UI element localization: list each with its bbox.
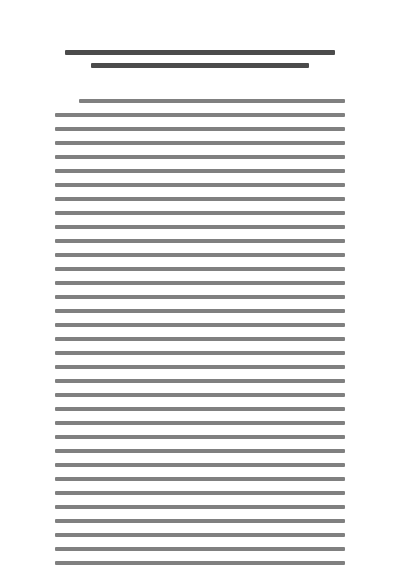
text-line [55, 463, 345, 467]
text-line [55, 127, 345, 131]
text-line [55, 407, 345, 411]
text-line [55, 225, 345, 229]
text-line [55, 365, 345, 369]
text-line [55, 211, 345, 215]
text-line [55, 547, 345, 551]
text-line [55, 141, 345, 145]
document-body [55, 99, 345, 575]
text-line [55, 561, 345, 565]
title-line-2 [91, 63, 309, 68]
text-line [55, 267, 345, 271]
text-line [55, 253, 345, 257]
text-line [55, 449, 345, 453]
text-line [55, 197, 345, 201]
text-line [55, 421, 345, 425]
text-line [55, 491, 345, 495]
text-line [55, 113, 345, 117]
text-line [55, 309, 345, 313]
text-line [55, 393, 345, 397]
text-line [79, 99, 345, 103]
text-line [55, 519, 345, 523]
text-line [55, 477, 345, 481]
title-line-1 [65, 50, 335, 55]
text-line [55, 295, 345, 299]
text-line [55, 281, 345, 285]
text-line [55, 155, 345, 159]
text-line [55, 435, 345, 439]
text-line [55, 169, 345, 173]
text-line [55, 505, 345, 509]
text-line [55, 379, 345, 383]
text-line [55, 533, 345, 537]
text-line [55, 183, 345, 187]
text-line [55, 239, 345, 243]
text-line [55, 323, 345, 327]
text-line [55, 351, 345, 355]
document-title [60, 50, 340, 76]
text-line [55, 337, 345, 341]
